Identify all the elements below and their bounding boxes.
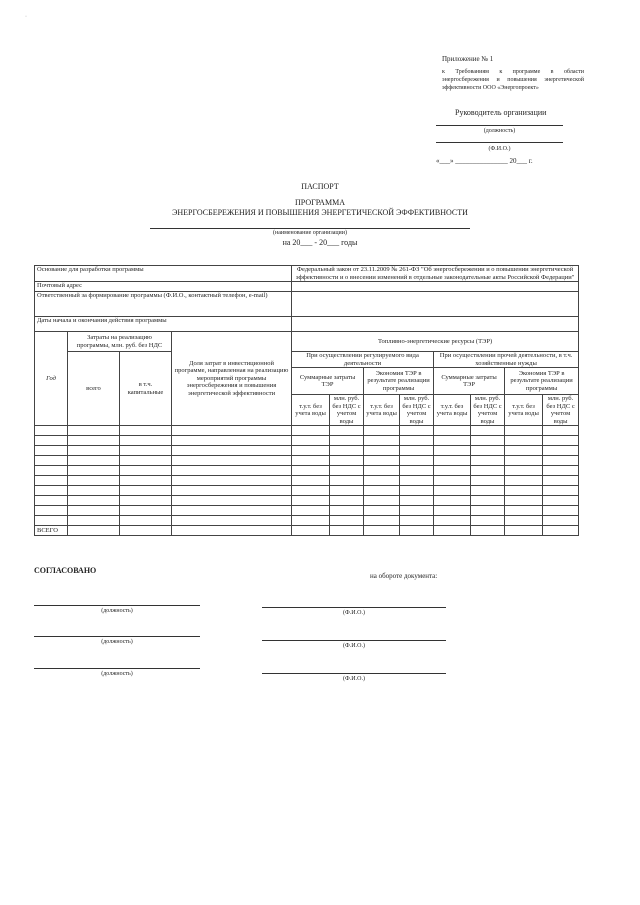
col-costs: Затраты на реализацию программы, млн. руб. без НДС	[68, 332, 172, 352]
col-mln-rub: млн. руб. без НДС с учетом воды	[400, 395, 434, 426]
col-regulated: При осуществлении регулируемого вида деятельности	[292, 352, 434, 368]
position-caption: (должность)	[101, 608, 133, 614]
position-caption: (должность)	[483, 128, 516, 134]
organization-caption: (наименование организации)	[273, 230, 347, 236]
header-row-2	[35, 352, 579, 368]
col-reg-economy: Экономия ТЭР в результате реализации программы	[364, 368, 434, 395]
col-mln-rub: млн. руб. без НДС с учетом воды	[471, 395, 505, 426]
reverse-note: на обороте документа:	[370, 572, 438, 580]
program-title: ПРОГРАММА	[295, 198, 345, 207]
table-row	[35, 446, 579, 456]
info-label: Почтовый адрес	[35, 282, 292, 292]
fio-line	[436, 142, 563, 143]
approval-date: «___» _______________ 20___ г.	[436, 157, 533, 165]
position-caption: (должность)	[101, 639, 133, 645]
passport-table	[34, 265, 579, 536]
signature-position-line	[34, 605, 200, 606]
agreed-label: СОГЛАСОВАНО	[34, 566, 97, 575]
col-oth-economy: Экономия ТЭР в результате реализации программы	[505, 368, 579, 395]
col-fer: Топливно-энергетические ресурсы (ТЭР)	[292, 332, 579, 352]
table-row	[35, 456, 579, 466]
position-caption: (должность)	[101, 671, 133, 677]
info-value	[292, 282, 579, 292]
col-tut: т.у.т. без учета воды	[364, 395, 400, 426]
col-mln-rub: млн. руб. без НДС с учетом воды	[330, 395, 364, 426]
fio-caption: (Ф.И.О.)	[343, 610, 365, 616]
table-row-total	[35, 526, 579, 536]
table-row	[35, 476, 579, 486]
info-row-responsible	[35, 292, 579, 317]
table-row	[35, 436, 579, 446]
col-mln-rub: млн. руб. без НДС с учетом воды	[543, 395, 579, 426]
col-year: Год	[35, 332, 68, 426]
fio-caption: (Ф.И.О.)	[488, 146, 511, 152]
info-value: Федеральный закон от 23.11.2009 № 261-ФЗ "Об энергосбережении и о повышении энергетической эффективности и о внесении изменений в отдельные законодательные акты Российской Федерации"	[292, 266, 579, 282]
info-row-dates	[35, 317, 579, 332]
info-row-basis	[35, 266, 579, 282]
total-label: ВСЕГО	[35, 526, 68, 536]
col-tut: т.у.т. без учета воды	[292, 395, 330, 426]
appendix-label: Приложение № 1	[442, 55, 494, 63]
info-value	[292, 292, 579, 317]
col-tut: т.у.т. без учета воды	[434, 395, 471, 426]
col-reg-sum: Суммарные затраты ТЭР	[292, 368, 364, 395]
table-row	[35, 496, 579, 506]
col-oth-sum: Суммарные затраты ТЭР	[434, 368, 505, 395]
signature-fio-line	[262, 673, 446, 674]
table-row	[35, 516, 579, 526]
col-including: в т.ч. капитальные	[120, 352, 172, 426]
signature-position-line	[34, 668, 200, 669]
program-years: на 20___ - 20___ годы	[282, 238, 358, 247]
table-row	[35, 506, 579, 516]
info-row-address	[35, 282, 579, 292]
header-row-1	[35, 332, 579, 352]
signature-fio-line	[262, 640, 446, 641]
head-of-organization: Руководитель организации	[455, 108, 547, 117]
table-row	[35, 466, 579, 476]
passport-title: ПАСПОРТ	[301, 182, 339, 191]
position-line	[436, 125, 563, 126]
info-label: Ответственный за формирование программы (Ф.И.О., контактный телефон, e-mail)	[35, 292, 292, 317]
signature-position-line	[34, 636, 200, 637]
info-label: Даты начала и окончания действия программы	[35, 317, 292, 332]
fio-caption: (Ф.И.О.)	[343, 676, 365, 682]
organization-name-line	[150, 228, 470, 229]
scan-mark: ·	[25, 14, 27, 20]
table-row	[35, 486, 579, 496]
col-share-invest: Доля затрат в инвестиционной программе, направленная на реализацию мероприятий программы энергосбережения и повышения энергетической эффективности	[172, 332, 292, 426]
signature-fio-line	[262, 607, 446, 608]
info-label: Основание для разработки программы	[35, 266, 292, 282]
col-total: всего	[68, 352, 120, 426]
fio-caption: (Ф.И.О.)	[343, 643, 365, 649]
col-tut: т.у.т. без учета воды	[505, 395, 543, 426]
col-other: При осуществлении прочей деятельности, в т.ч. хозяйственные нужды	[434, 352, 579, 368]
table-row	[35, 426, 579, 436]
info-value	[292, 317, 579, 332]
requirements-reference: к Требованиям к программе в области энергосбережения и повышения энергетической эффективности ООО «Энергопроект»	[442, 69, 584, 91]
program-name: ЭНЕРГОСБЕРЕЖЕНИЯ И ПОВЫШЕНИЯ ЭНЕРГЕТИЧЕСКОЙ ЭФФЕКТИВНОСТИ	[172, 208, 468, 217]
